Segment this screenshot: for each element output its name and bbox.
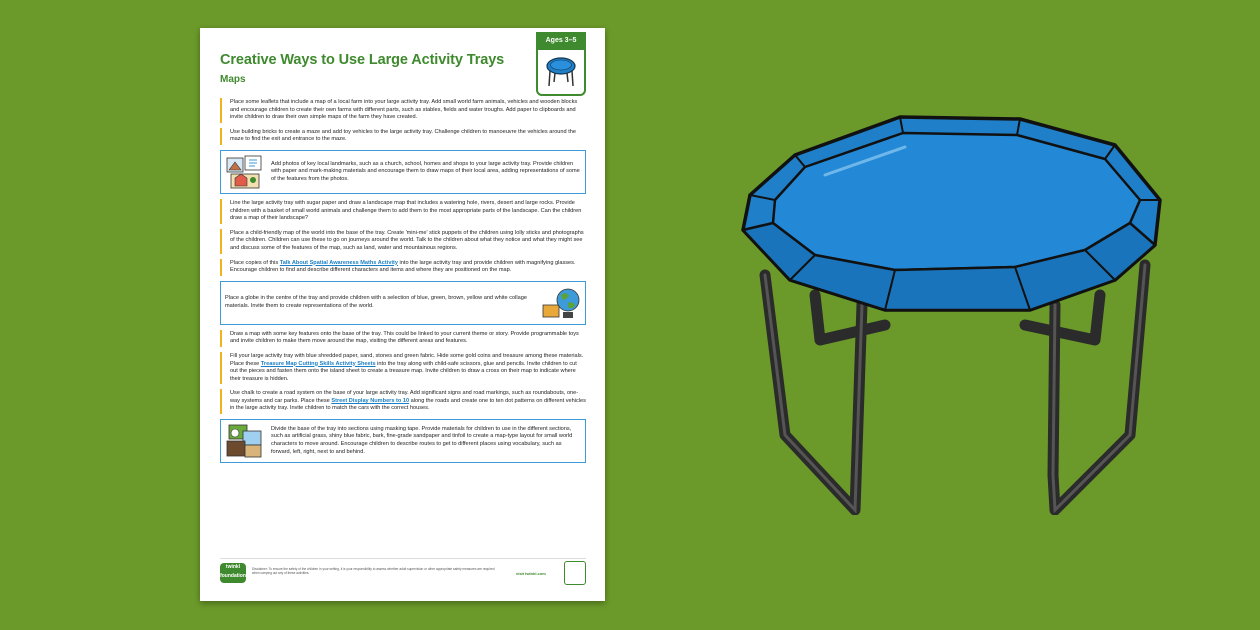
age-badge [536, 32, 586, 96]
list-item: Divide the base of the tray into sections using masking tape. Provide materials for children to use in the different sections, such as artificial grass, shiny blue fabric, bark, fine-grade sandpaper and tinfoil to create a map-type layout for small world characters to move around. Encourage children to describe routes to get to different places using vocabulary, such as forward, left, right, next to and behind. [220, 419, 586, 463]
activity-sheet [200, 28, 605, 601]
safety-disclaimer: Disclaimer: To ensure the safety of the children in your setting, it is your responsibility to assess whether adult supervision or other appropriate safety measures are required when carrying out any of these activities. [252, 567, 495, 575]
activity-list [220, 98, 586, 468]
landmark-photos-icon [225, 154, 265, 190]
foundation-badge-icon [564, 561, 586, 585]
twinkl-logo: twinkl foundation [220, 563, 246, 583]
list-item: Add photos of key local landmarks, such as a church, school, homes and shops to your large activity tray. Provide children with paper and mark-making materials and encourage them to draw maps of their local area, adding representations of some of the features from the photos. [220, 150, 586, 194]
twinkl-url[interactable]: visit twinkl.com [516, 571, 546, 576]
spatial-awareness-link[interactable]: Talk About Spatial Awareness Maths Activity [279, 259, 398, 266]
list-item: Draw a map with some key features onto the base of the tray. This could be linked to your current theme or story. Provide programmable toys and invite children to make them move around the map, visiting the different areas and features. [220, 330, 586, 347]
materials-icon [225, 423, 265, 459]
page-subtitle: Maps [220, 74, 246, 85]
list-item: Place a child-friendly map of the world into the base of the tray. Create 'mini-me' stick puppets of the children using lolly sticks and photographs of the children. Children can use these to go on journeys around the world. Talk to the children about what they notice and what they might see and discuss some of the features of the map, such as land, water and mountainous regions. [220, 229, 586, 254]
page-footer [220, 558, 586, 585]
list-item: Fill your large activity tray with blue shredded paper, sand, stones and green fabric. Hide some gold coins and treasure among these materials. Place these Treasure Map Cutting Skills Activity Sheets into the tray along with child-safe scissors, glue and pencils. Invite children to cut out the pieces and fasten them onto the island sheet to create a treasure map. Invite children to draw a cross on their map to indicate where their treasure is hidden. [220, 352, 586, 384]
street-numbers-link[interactable]: Street Display Numbers to 10 [331, 397, 410, 404]
age-label: Ages 3–5 [538, 32, 584, 50]
page-title: Creative Ways to Use Large Activity Trays [220, 52, 505, 68]
list-item: Use building bricks to create a maze and add toy vehicles to the large activity tray. Challenge children to manoeuvre the vehicles around the maze to find the exit and entrance to the maze. [220, 128, 586, 145]
globe-icon [541, 285, 581, 321]
list-item: Place some leaflets that include a map of a local farm into your large activity tray. Add small world farm animals, vehicles and wooden blocks and encourage children to create their own farms with different parts, such as stables, fields and water troughs. Add paper to clipboards and invite children to draw their own simple maps of the farm they have created. [220, 98, 586, 123]
list-item: Place a globe in the centre of the tray and provide children with a selection of blue, green, brown, yellow and white collage materials. Invite them to create representations of the world. [220, 281, 586, 325]
list-item: Use chalk to create a road system on the base of your large activity tray. Add significant signs and road markings, such as roundabouts, one-way systems and car parks. Place these Street Display Numbers to 10 along the roads and create one to ten dot patterns on different vehicles in the large activity tray. Invite children to match the cars with the correct houses. [220, 389, 586, 414]
treasure-map-link[interactable]: Treasure Map Cutting Skills Activity Sheets [260, 360, 376, 367]
list-item: Line the large activity tray with sugar paper and draw a landscape map that includes a watering hole, rivers, desert and large rocks. Provide children with a basket of small world animals and challenge them to add them to the most appropriate parts of the landscape. Can the children draw a map of their landscape? [220, 199, 586, 224]
tray-icon [544, 52, 578, 90]
activity-tray-illustration [735, 105, 1165, 515]
list-item: Place copies of this Talk About Spatial Awareness Maths Activity into the large activity tray and provide children with magnifying glasses. Encourage children to find and describe different characters and items and where they are positioned on the map. [220, 259, 586, 276]
